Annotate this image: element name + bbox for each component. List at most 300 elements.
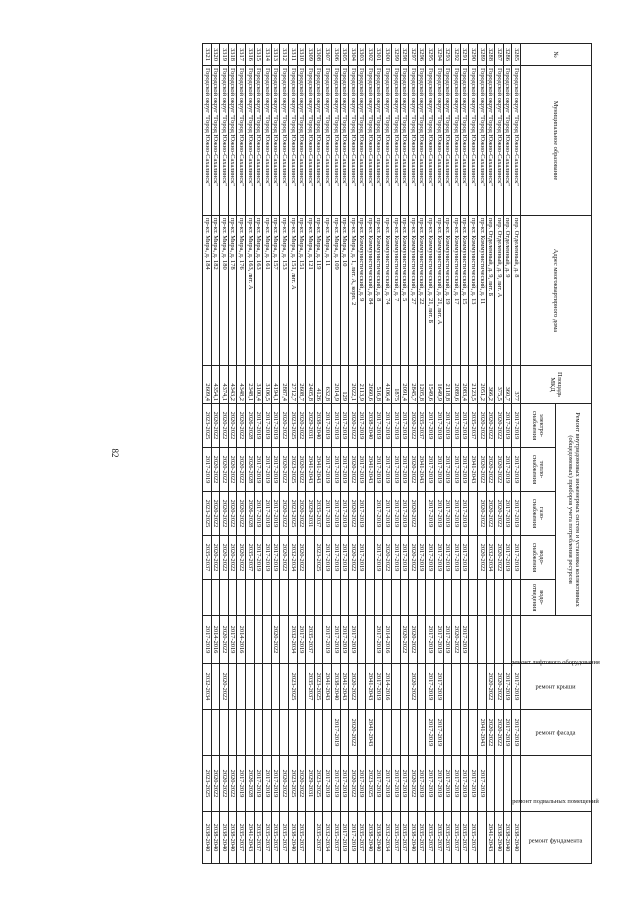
cell-basement: 2017-2019 [374,756,383,812]
cell-gas: 2020-2022 [228,492,237,536]
cell-row-num: 3285 [512,44,521,66]
cell-area: 2712,7 [288,366,297,404]
cell-area: 366,2 [486,366,495,404]
cell-facade [374,710,383,756]
cell-municipality: Городской округ "Город Южно-Сахалинск" [374,66,383,216]
cell-basement: 2017-2019 [263,756,272,812]
cell-address: пр-кт. Коммунистический, д. 15 [460,216,469,366]
cell-municipality: Городской округ "Город Южно-Сахалинск" [469,66,478,216]
cell-facade: 2017-2019 [435,710,444,756]
cell-gas: 2017-2019 [254,492,263,536]
cell-municipality: Городской округ "Город Южно-Сахалинск" [512,66,521,216]
cell-area: 4106,4 [383,366,392,404]
cell-elevator: 2020-2022 [400,616,409,664]
cell-foundation: 2032-2034 [383,812,392,864]
cell-basement: 2017-2019 [392,756,401,812]
cell-municipality: Городской округ "Город Южно-Сахалинск" [306,66,315,216]
cell-gas: 2020-2022 [237,492,246,536]
cell-foundation: 2035-2037 [435,812,444,864]
cell-foundation: 2038-2040 [228,812,237,864]
cell-heat: 2017-2019 [383,448,392,492]
cell-gas: 2023-2025 [288,492,297,536]
cell-sewer [263,580,272,616]
cell-foundation: 2035-2037 [469,812,478,864]
cell-row-num: 3315 [254,44,263,66]
header-roof: ремонт крыши [521,664,592,710]
cell-address: пр-кт. Мира, д. 163 [254,216,263,366]
cell-heat: 2041-2043 [469,448,478,492]
cell-address: пр-кт. Коммунистический, д. 5 [400,216,409,366]
cell-sewer [349,580,358,616]
cell-basement: 2020-2022 [349,756,358,812]
cell-gas: 2017-2019 [452,492,461,536]
cell-electro: 2020-2022 [495,404,504,448]
cell-area: 3100,4 [254,366,263,404]
cell-basement: 2017-2019 [469,756,478,812]
cell-row-num: 3292 [452,44,461,66]
cell-sewer [400,580,409,616]
cell-elevator [478,616,487,664]
cell-elevator: 2035-2037 [306,616,315,664]
cell-roof [392,664,401,710]
cell-area: 360,7 [503,366,512,404]
cell-facade [271,710,280,756]
cell-municipality: Городской округ "Город Южно-Сахалинск" [237,66,246,216]
cell-basement: 2020-2022 [228,756,237,812]
cell-area: 4343,2 [228,366,237,404]
cell-gas: 2017-2019 [426,492,435,536]
cell-roof: 2017-2019 [503,664,512,710]
cell-area: 1205,8 [417,366,426,404]
cell-row-num: 3317 [237,44,246,66]
cell-municipality: Городской округ "Город Южно-Сахалинск" [271,66,280,216]
cell-heat: 2017-2019 [203,448,212,492]
cell-area: 2660,6 [366,366,375,404]
cell-row-num: 3312 [280,44,289,66]
cell-electro: 2020-2022 [237,404,246,448]
cell-roof: 2035-2037 [306,664,315,710]
cell-sewer [374,580,383,616]
cell-water: 2017-2019 [254,536,263,580]
cell-address: пр-кт. Мира, д. 182 [211,216,220,366]
cell-facade [211,710,220,756]
cell-basement: 2017-2019 [383,756,392,812]
cell-gas: 2017-2019 [374,492,383,536]
cell-heat: 2017-2019 [254,448,263,492]
cell-municipality: Городской округ "Город Южно-Сахалинск" [357,66,366,216]
cell-facade [357,710,366,756]
cell-heat: 2017-2019 [503,448,512,492]
cell-sewer [495,580,504,616]
table-row [203,44,212,864]
cell-basement: 2017-2019 [426,756,435,812]
cell-heat: 2041-2043 [306,448,315,492]
cell-elevator: 2014-2016 [211,616,220,664]
cell-elevator [495,616,504,664]
cell-sewer [331,580,340,616]
cell-facade: 2017-2019 [512,710,521,756]
cell-roof [280,664,289,710]
table-row [409,44,418,864]
cell-row-num: 3295 [426,44,435,66]
cell-foundation: 2038-2040 [203,812,212,864]
cell-row-num: 3302 [366,44,375,66]
cell-area: 2609,4 [203,366,212,404]
cell-sewer [503,580,512,616]
cell-facade [203,710,212,756]
page-number: 82 [110,448,120,458]
cell-basement: 2020-2022 [220,756,229,812]
cell-roof [271,664,280,710]
cell-water: 2032-2034 [486,536,495,580]
cell-row-num: 3290 [469,44,478,66]
cell-sewer [426,580,435,616]
cell-basement: 2017-2019 [340,756,349,812]
cell-gas: 2020-2022 [478,492,487,536]
cell-gas: 2020-2022 [280,492,289,536]
cell-water: 2032-2034 [288,536,297,580]
cell-gas: 2020-2022 [495,492,504,536]
cell-sewer [246,580,255,616]
cell-sewer [306,580,315,616]
header-water: водо-снабжения [521,536,557,580]
cell-gas: 2017-2019 [435,492,444,536]
cell-facade [237,710,246,756]
cell-gas: 2017-2019 [271,492,280,536]
cell-foundation: 2035-2037 [417,812,426,864]
cell-water: 2017-2019 [443,536,452,580]
cell-facade [392,710,401,756]
cell-facade [409,710,418,756]
cell-electro: 2038-2040 [314,404,323,448]
cell-municipality: Городской округ "Город Южно-Сахалинск" [383,66,392,216]
cell-basement [495,756,504,812]
cell-elevator: 2017-2019 [297,616,306,664]
cell-municipality: Городской округ "Город Южно-Сахалинск" [246,66,255,216]
cell-foundation: 2038-2040 [288,812,297,864]
cell-row-num: 3314 [263,44,272,66]
cell-elevator: 2017-2019 [349,616,358,664]
cell-address: пр-кт. Мира, д. 163, лит. А [246,216,255,366]
cell-foundation: 2038-2040 [512,812,521,864]
cell-municipality: Городской округ "Город Южно-Сахалинск" [417,66,426,216]
cell-area: 2405,8 [306,366,315,404]
cell-foundation [478,812,487,864]
cell-basement: 2017-2019 [435,756,444,812]
cell-foundation: 2035-2037 [314,812,323,864]
cell-water [366,536,375,580]
cell-facade [340,710,349,756]
cell-elevator: 2017-2019 [203,616,212,664]
cell-water: 2020-2022 [297,536,306,580]
cell-sewer [220,580,229,616]
cell-sewer [435,580,444,616]
cell-foundation: 2035-2037 [426,812,435,864]
cell-elevator: 2017-2019 [228,616,237,664]
cell-electro: 2017-2019 [503,404,512,448]
cell-roof [211,664,220,710]
cell-sewer [409,580,418,616]
cell-foundation: 2035-2037 [460,812,469,864]
table-row [288,44,297,864]
cell-address: пр-кт. Коммунистический, д. 9 [357,216,366,366]
cell-sewer [297,580,306,616]
cell-heat: 2020-2022 [495,448,504,492]
cell-basement [503,756,512,812]
cell-facade: 2020-2022 [349,710,358,756]
cell-municipality: Городской округ "Город Южно-Сахалинск" [435,66,444,216]
cell-row-num: 3321 [203,44,212,66]
cell-municipality: Городской округ "Город Южно-Сахалинск" [297,66,306,216]
cell-row-num: 3300 [383,44,392,66]
cell-municipality: Городской округ "Город Южно-Сахалинск" [254,66,263,216]
cell-municipality: Городской округ "Город Южно-Сахалинск" [349,66,358,216]
cell-address: пр-кт. Коммунистический, д. 19 [443,216,452,366]
cell-municipality: Городской округ "Город Южно-Сахалинск" [228,66,237,216]
cell-gas: 2017-2019 [263,492,272,536]
cell-gas: 2023-2025 [203,492,212,536]
cell-heat: 2017-2019 [263,448,272,492]
cell-roof [400,664,409,710]
cell-heat: 2017-2019 [357,448,366,492]
cell-address: пер. Отделенный, д. 8 [512,216,521,366]
cell-gas: 2020-2022 [349,492,358,536]
cell-elevator [246,616,255,664]
cell-sewer [340,580,349,616]
cell-address: пер. Отделенный, д. 9, лит. А [495,216,504,366]
table-row [228,44,237,864]
cell-water: 2017-2019 [374,536,383,580]
cell-basement: 2020-2022 [280,756,289,812]
cell-electro: 2017-2019 [400,404,409,448]
cell-heat: 2017-2019 [331,448,340,492]
cell-basement: 2017-2019 [254,756,263,812]
cell-electro: 2023-2025 [288,404,297,448]
cell-gas: 2026-2028 [246,492,255,536]
cell-heat: 2020-2022 [220,448,229,492]
cell-gas [417,492,426,536]
cell-municipality: Городской округ "Город Южно-Сахалинск" [314,66,323,216]
cell-address: пр-кт. Мира, д. 10 [340,216,349,366]
cell-electro: 2020-2022 [297,404,306,448]
cell-area: 1549,6 [426,366,435,404]
cell-foundation: 2038-2040 [366,812,375,864]
cell-basement: 2017-2019 [331,756,340,812]
cell-sewer [478,580,487,616]
cell-municipality: Городской округ "Город Южно-Сахалинск" [495,66,504,216]
cell-water: 2020-2022 [409,536,418,580]
cell-roof: 2032-2034 [203,664,212,710]
cell-heat: 2020-2022 [237,448,246,492]
cell-basement: 2023-2025 [288,756,297,812]
cell-municipality: Городской округ "Город Южно-Сахалинск" [443,66,452,216]
cell-elevator [263,616,272,664]
cell-electro: 2035-2037 [469,404,478,448]
cell-area: 2083,4 [460,366,469,404]
cell-electro: 2017-2019 [452,404,461,448]
cell-electro: 2020-2022 [349,404,358,448]
cell-foundation: 2035-2037 [331,812,340,864]
cell-electro: 2026-2028 [246,404,255,448]
cell-foundation: 2038-2040 [220,812,229,864]
cell-elevator: 2020-2022 [452,616,461,664]
table-row [469,44,478,864]
cell-address: пр-кт. Коммунистический, д. 17 [452,216,461,366]
cell-basement: 2017-2019 [271,756,280,812]
header-area: Площадь МКД [521,366,592,404]
cell-basement: 2023-2025 [203,756,212,812]
cell-roof [478,664,487,710]
cell-electro: 2017-2019 [271,404,280,448]
cell-municipality: Городской округ "Город Южно-Сахалинск" [460,66,469,216]
cell-facade [263,710,272,756]
cell-gas: 2020-2022 [486,492,495,536]
cell-elevator [417,616,426,664]
cell-water: 2017-2019 [263,536,272,580]
cell-sewer [228,580,237,616]
cell-facade [323,710,332,756]
cell-foundation: 2035-2037 [263,812,272,864]
header-elevator: ремонт лифтового оборудования [521,616,592,664]
cell-facade: 2041-2043 [478,710,487,756]
table-row [271,44,280,864]
header-gas: газо-снабжения [521,492,557,536]
cell-area: 4354,1 [211,366,220,404]
cell-roof: 2023-2025 [288,664,297,710]
cell-roof: 2020-2022 [220,664,229,710]
cell-address: пр-кт. Мира, д. 151, лит. А [288,216,297,366]
cell-row-num: 3320 [211,44,220,66]
cell-row-num: 3298 [400,44,409,66]
cell-row-num: 3297 [409,44,418,66]
cell-water: 2035-2037 [246,536,255,580]
cell-municipality: Городской округ "Город Южно-Сахалинск" [400,66,409,216]
cell-gas: 2017-2019 [357,492,366,536]
cell-water: 2020-2022 [228,536,237,580]
cell-address: пр-кт. Мира, д. 161 [263,216,272,366]
cell-row-num: 3316 [246,44,255,66]
cell-electro: 2017-2019 [435,404,444,448]
cell-area: 516,8 [374,366,383,404]
cell-roof [417,664,426,710]
cell-address: пр-кт. Мира, д. 157 [271,216,280,366]
cell-row-num: 3286 [503,44,512,66]
cell-roof: 2041-2043 [366,664,375,710]
cell-facade [306,710,315,756]
cell-roof [263,664,272,710]
cell-address: пр-кт. Мира, д. 180 [220,216,229,366]
cell-water: 2017-2019 [512,536,521,580]
cell-facade [417,710,426,756]
cell-elevator [357,616,366,664]
cell-address: пр-кт. Мира, д. 151 [297,216,306,366]
cell-heat: 2017-2019 [400,448,409,492]
cell-elevator [392,616,401,664]
cell-gas: 2020-2022 [211,492,220,536]
cell-facade: 2017-2019 [503,710,512,756]
cell-sewer [323,580,332,616]
cell-area: 2113,9 [357,366,366,404]
cell-area: 2014,9 [331,366,340,404]
cell-electro: 2017-2019 [357,404,366,448]
cell-gas: 2017-2019 [331,492,340,536]
cell-area: 377 [512,366,521,404]
cell-basement: 2017-2019 [237,756,246,812]
cell-foundation: 2041-2043 [246,812,255,864]
cell-gas: 2017-2019 [383,492,392,536]
cell-facade: 2020-2022 [495,710,504,756]
cell-foundation: 2035-2037 [271,812,280,864]
cell-heat: 2020-2022 [280,448,289,492]
cell-elevator: 2017-2019 [323,616,332,664]
cell-municipality: Городской округ "Город Южно-Сахалинск" [409,66,418,216]
cell-water: 2017-2019 [452,536,461,580]
cell-electro: 2020-2022 [280,404,289,448]
cell-sewer [383,580,392,616]
cell-basement: 2017-2019 [323,756,332,812]
cell-electro: 2017-2019 [323,404,332,448]
cell-row-num: 3288 [486,44,495,66]
cell-basement: 2020-2022 [211,756,220,812]
cell-foundation: 2017-2019 [349,812,358,864]
cell-row-num: 3311 [288,44,297,66]
cell-row-num: 3289 [478,44,487,66]
cell-sewer [512,580,521,616]
cell-heat: 2017-2019 [426,448,435,492]
cell-sewer [203,580,212,616]
cell-foundation: 2035-2037 [357,812,366,864]
cell-row-num: 3291 [460,44,469,66]
cell-municipality: Городской округ "Город Южно-Сахалинск" [392,66,401,216]
cell-address: пр-кт. Коммунистический, д. 27 [409,216,418,366]
cell-water: 2020-2022 [280,536,289,580]
cell-heat: 2041-2043 [417,448,426,492]
cell-facade [254,710,263,756]
cell-electro: 2017-2019 [392,404,401,448]
cell-facade [228,710,237,756]
cell-address: пр-кт. Мира, д. 176 [237,216,246,366]
cell-electro: 2020-2022 [478,404,487,448]
cell-foundation: 2017-2019 [340,812,349,864]
cell-foundation: 2032-2034 [323,812,332,864]
cell-foundation: 2038-2040 [495,812,504,864]
cell-facade [246,710,255,756]
cell-elevator: 2017-2019 [331,616,340,664]
table-row [323,44,332,864]
cell-facade [452,710,461,756]
cell-heat: 2020-2022 [297,448,306,492]
cell-foundation: 2035-2037 [392,812,401,864]
cell-gas: 2017-2019 [512,492,521,536]
cell-address: пр-кт. Коммунистический, д. 21, лит. Б [426,216,435,366]
cell-area: 129 [340,366,349,404]
cell-electro: 2017-2019 [512,404,521,448]
cell-foundation: 2038-2040 [211,812,220,864]
cell-electro: 2017-2019 [331,404,340,448]
table-row [254,44,263,864]
cell-area: 2887,4 [280,366,289,404]
cell-elevator: 2020-2022 [409,616,418,664]
cell-sewer [314,580,323,616]
cell-water: 2020-2022 [349,536,358,580]
cell-sewer [211,580,220,616]
cell-water [469,536,478,580]
cell-gas: 2017-2019 [400,492,409,536]
table-row [495,44,504,864]
cell-heat: 2023-2025 [288,448,297,492]
cell-address: пер. Отделенный, д. 9, лит. Б [486,216,495,366]
table-row [237,44,246,864]
